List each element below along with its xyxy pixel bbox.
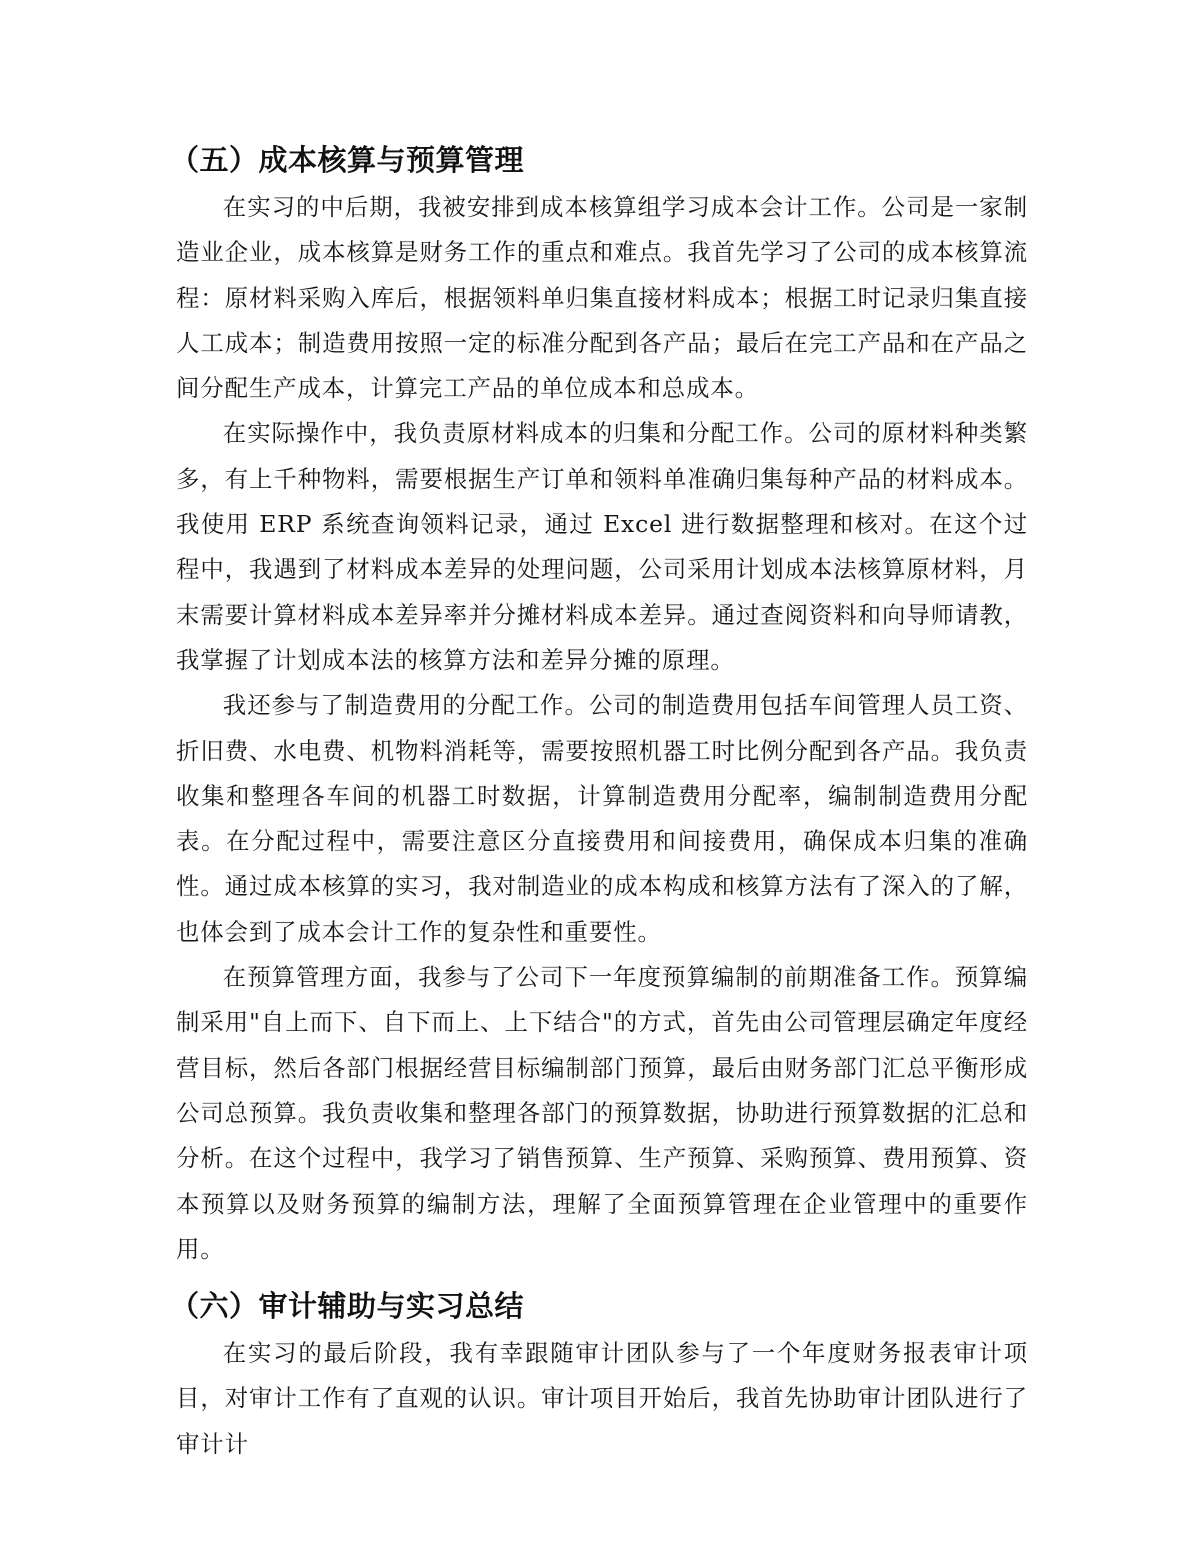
paragraph-budget-management: 在预算管理方面，我参与了公司下一年度预算编制的前期准备工作。预算编制采用"自上而下、自下而上、上下结合"的方式，首先由公司管理层确定年度经营目标，然后各部门根据经营目标编制部门预算，最后由财务部门汇总平衡形成公司总预算。我负责收集和整理各部门的预算数据，协助进行预算数据的汇总和分析。在这个过程中，我学习了销售预算、生产预算、采购预算、费用预算、资本预算以及财务预算的编制方法，理解了全面预算管理在企业管理中的重要作用。 [176, 963, 1028, 1263]
paragraph-audit-intro: 在实习的最后阶段，我有幸跟随审计团队参与了一个年度财务报表审计项目，对审计工作有了直观的认识。审计项目开始后，我首先协助审计团队进行了审计计 [176, 1339, 1028, 1458]
section-heading-audit-summary: （六）审计辅助与实习总结 [170, 1289, 525, 1324]
paragraph-manufacturing-overhead: 我还参与了制造费用的分配工作。公司的制造费用包括车间管理人员工资、折旧费、水电费、机物料消耗等，需要按照机器工时比例分配到各产品。我负责收集和整理各车间的机器工时数据，计算制造费用分配率，编制制造费用分配表。在分配过程中，需要注意区分直接费用和间接费用，确保成本归集的准确性。通过成本核算的实习，我对制造业的成本构成和核算方法有了深入的了解，也体会到了成本会计工作的复杂性和重要性。 [176, 691, 1028, 946]
paragraph-raw-material-cost: 在实际操作中，我负责原材料成本的归集和分配工作。公司的原材料种类繁多，有上千种物料，需要根据生产订单和领料单准确归集每种产品的材料成本。我使用 ERP 系统查询领料记录，通过 Excel 进行数据整理和核对。在这个过程中，我遇到了材料成本差异的处理问题，公司采用计划成本法核算原材料，月末需要计算材料成本差异率并分摊材料成本差异。通过查阅资料和向导师请教，我掌握了计划成本法的核算方法和差异分摊的原理。 [176, 419, 1028, 674]
section-heading-cost-budget: （五）成本核算与预算管理 [170, 143, 525, 177]
paragraph-cost-accounting-intro: 在实习的中后期，我被安排到成本核算组学习成本会计工作。公司是一家制造业企业，成本核算是财务工作的重点和难点。我首先学习了公司的成本核算流程：原材料采购入库后，根据领料单归集直接材料成本；根据工时记录归集直接人工成本；制造费用按照一定的标准分配到各产品；最后在完工产品和在产品之间分配生产成本，计算完工产品的单位成本和总成本。 [176, 193, 1028, 403]
document-body [170, 138, 1028, 1467]
